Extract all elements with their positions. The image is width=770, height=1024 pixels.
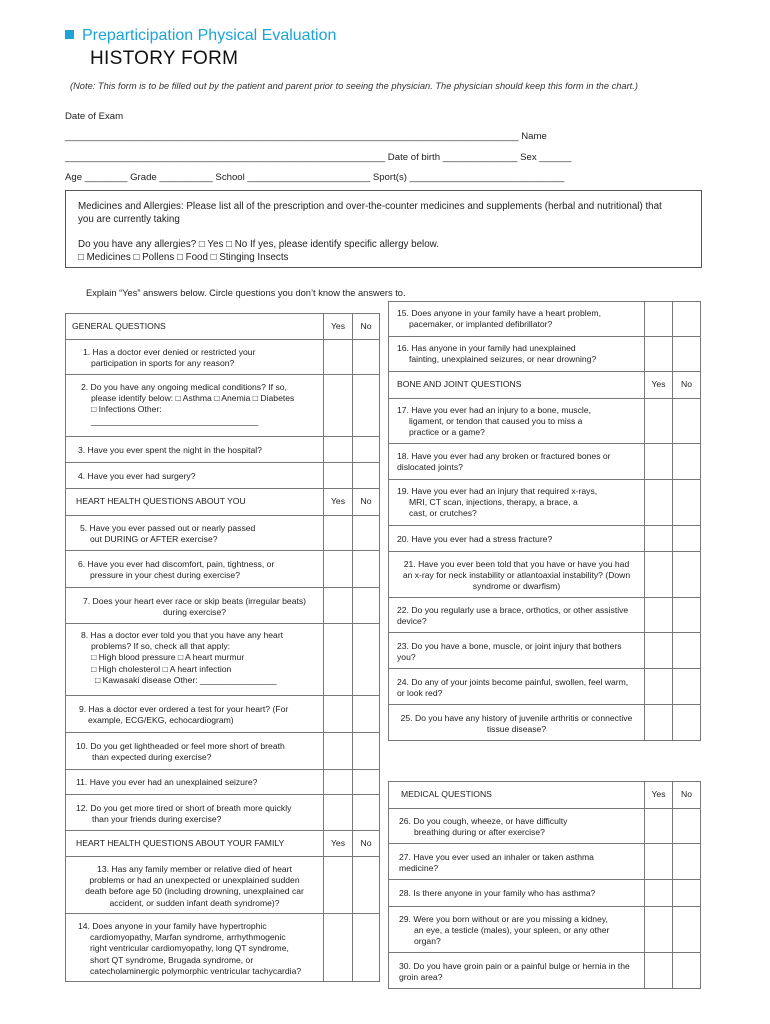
q15-yes-box[interactable]: [644, 301, 673, 337]
yes-column-header: Yes: [323, 488, 353, 516]
q14-no-box[interactable]: [352, 913, 380, 982]
q17-no-box[interactable]: [672, 398, 701, 444]
yes-column-header: Yes: [644, 371, 673, 399]
q17-yes-box[interactable]: [644, 398, 673, 444]
dob-sex-field[interactable]: ____________________________________________________________ Date of birth ______________ Sex ______: [65, 152, 572, 163]
q24-yes-box[interactable]: [644, 668, 673, 705]
q26-no-box[interactable]: [672, 808, 701, 844]
q6-yes-box[interactable]: [323, 550, 353, 588]
name-field[interactable]: _____________________________________________________________________________________ Name: [65, 131, 547, 142]
question-5: 5. Have you ever passed out or nearly passed out DURING or AFTER exercise?: [65, 515, 324, 551]
question-21: 21. Have you ever been told that you have or have you had an x-ray for neck instability or atlantoaxial instability? (Down syndrome or dwarfism): [388, 551, 645, 598]
q23-no-box[interactable]: [672, 632, 701, 669]
q3-yes-box[interactable]: [323, 436, 353, 463]
q21-no-box[interactable]: [672, 551, 701, 598]
q13-yes-box[interactable]: [323, 856, 353, 914]
question-20: 20. Have you ever had a stress fracture?: [388, 525, 645, 552]
q10-no-box[interactable]: [352, 732, 380, 770]
q2-no-box[interactable]: [352, 374, 380, 437]
question-24: 24. Do any of your joints become painful, swollen, feel warm, or look red?: [388, 668, 645, 705]
no-column-header: No: [352, 830, 380, 857]
q29-yes-box[interactable]: [644, 906, 673, 953]
q3-no-box[interactable]: [352, 436, 380, 463]
q22-no-box[interactable]: [672, 597, 701, 633]
form-subtitle: Preparticipation Physical Evaluation: [65, 27, 336, 45]
q8-yes-box[interactable]: [323, 623, 353, 696]
question-18: 18. Have you ever had any broken or fractured bones or dislocated joints?: [388, 443, 645, 480]
age-grade-school-sport-field[interactable]: Age ________ Grade __________ School _______________________ Sport(s) _____________________________: [65, 172, 565, 183]
question-25: 25. Do you have any history of juvenile arthritis or connective tissue disease?: [388, 704, 645, 741]
q12-yes-box[interactable]: [323, 794, 353, 831]
q8-no-box[interactable]: [352, 623, 380, 696]
no-column-header: No: [672, 371, 701, 399]
q5-no-box[interactable]: [352, 515, 380, 551]
q1-yes-box[interactable]: [323, 339, 353, 375]
date-of-exam-field[interactable]: Date of Exam: [65, 111, 124, 122]
bone-joint-header: BONE AND JOINT QUESTIONS: [388, 371, 645, 399]
allergies-question: Do you have any allergies? □ Yes □ No If yes, please identify specific allergy below.: [78, 239, 439, 250]
question-7: 7. Does your heart ever race or skip beats (irregular beats) during exercise?: [65, 587, 324, 624]
yes-column-header: Yes: [323, 313, 353, 340]
q11-yes-box[interactable]: [323, 769, 353, 795]
q7-yes-box[interactable]: [323, 587, 353, 624]
q2-yes-box[interactable]: [323, 374, 353, 437]
yes-column-header: Yes: [644, 781, 673, 809]
question-26: 26. Do you cough, wheeze, or have difficulty breathing during or after exercise?: [388, 808, 645, 844]
question-29: 29. Were you born without or are you missing a kidney, an eye, a testicle (males), your spleen, or any other organ?: [388, 906, 645, 953]
question-1: 1. Has a doctor ever denied or restricted your participation in sports for any reason?: [65, 339, 324, 375]
q30-no-box[interactable]: [672, 952, 701, 989]
q11-no-box[interactable]: [352, 769, 380, 795]
q21-yes-box[interactable]: [644, 551, 673, 598]
allergy-options: □ Medicines □ Pollens □ Food □ Stinging Insects: [78, 252, 289, 263]
question-8: 8. Has a doctor ever told you that you have any heart problems? If so, check all that apply: □ High blood pressure □ A heart murmur □ High cholesterol □ A heart infection □ Kawasaki disease Other: ________________: [65, 623, 324, 696]
q28-yes-box[interactable]: [644, 879, 673, 907]
q19-no-box[interactable]: [672, 479, 701, 526]
q20-yes-box[interactable]: [644, 525, 673, 552]
q14-yes-box[interactable]: [323, 913, 353, 982]
q19-yes-box[interactable]: [644, 479, 673, 526]
q25-yes-box[interactable]: [644, 704, 673, 741]
q27-no-box[interactable]: [672, 843, 701, 880]
q4-no-box[interactable]: [352, 462, 380, 489]
q6-no-box[interactable]: [352, 550, 380, 588]
q13-no-box[interactable]: [352, 856, 380, 914]
medicines-allergies-box[interactable]: [65, 190, 702, 268]
square-bullet-icon: [65, 30, 74, 39]
question-3: 3. Have you ever spent the night in the hospital?: [65, 436, 324, 463]
question-9: 9. Has a doctor ever ordered a test for your heart? (For example, ECG/EKG, echocardiogram): [65, 695, 324, 733]
no-column-header: No: [352, 313, 380, 340]
q29-no-box[interactable]: [672, 906, 701, 953]
question-4: 4. Have you ever had surgery?: [65, 462, 324, 489]
no-column-header: No: [672, 781, 701, 809]
explain-instruction: Explain “Yes” answers below. Circle questions you don’t know the answers to.: [86, 288, 406, 298]
medical-questions-header: MEDICAL QUESTIONS: [388, 781, 645, 809]
question-30: 30. Do you have groin pain or a painful bulge or hernia in the groin area?: [388, 952, 645, 989]
question-27: 27. Have you ever used an inhaler or taken asthma medicine?: [388, 843, 645, 880]
question-19: 19. Have you ever had an injury that required x-rays, MRI, CT scan, injections, therapy, a brace, a cast, or crutches?: [388, 479, 645, 526]
question-15: 15. Does anyone in your family have a heart problem, pacemaker, or implanted defibrillator?: [388, 301, 645, 337]
question-16: 16. Has anyone in your family had unexplained fainting, unexplained seizures, or near drowning?: [388, 336, 645, 372]
q24-no-box[interactable]: [672, 668, 701, 705]
question-2: 2. Do you have any ongoing medical conditions? If so, please identify below: □ Asthma □ Anemia □ Diabetes □ Infections Other: ___________________________________: [65, 374, 324, 437]
question-17: 17. Have you ever had an injury to a bone, muscle, ligament, or tendon that caused you to miss a practice or a game?: [388, 398, 645, 444]
q15-no-box[interactable]: [672, 301, 701, 337]
q9-no-box[interactable]: [352, 695, 380, 733]
q26-yes-box[interactable]: [644, 808, 673, 844]
question-28: 28. Is there anyone in your family who has asthma?: [388, 879, 645, 907]
q12-no-box[interactable]: [352, 794, 380, 831]
q16-yes-box[interactable]: [644, 336, 673, 372]
question-12: 12. Do you get more tired or short of breath more quickly than your friends during exercise?: [65, 794, 324, 831]
q9-yes-box[interactable]: [323, 695, 353, 733]
medicines-text: Medicines and Allergies: Please list all of the prescription and over-the-counter medicines and supplements (herbal and nutritional) that: [78, 201, 662, 212]
q18-no-box[interactable]: [672, 443, 701, 480]
q25-no-box[interactable]: [672, 704, 701, 741]
q30-yes-box[interactable]: [644, 952, 673, 989]
question-10: 10. Do you get lightheaded or feel more short of breath than expected during exercise?: [65, 732, 324, 770]
question-13: 13. Has any family member or relative died of heart problems or had an unexpected or unexplained sudden death before age 50 (including drowning, unexplained car accident, or sudden infant death syndrome)?: [65, 856, 324, 914]
question-23: 23. Do you have a bone, muscle, or joint injury that bothers you?: [388, 632, 645, 669]
question-22: 22. Do you regularly use a brace, orthotics, or other assistive device?: [388, 597, 645, 633]
family-heart-health-header: HEART HEALTH QUESTIONS ABOUT YOUR FAMILY: [65, 830, 324, 857]
form-note: (Note: This form is to be filled out by the patient and parent prior to seeing the physician. The physician should keep this form in the chart.): [70, 81, 638, 91]
q28-no-box[interactable]: [672, 879, 701, 907]
q4-yes-box[interactable]: [323, 462, 353, 489]
q1-no-box[interactable]: [352, 339, 380, 375]
medicines-text: you are currently taking: [78, 214, 180, 225]
q22-yes-box[interactable]: [644, 597, 673, 633]
general-questions-header: GENERAL QUESTIONS: [65, 313, 324, 340]
heart-health-header: HEART HEALTH QUESTIONS ABOUT YOU: [65, 488, 324, 516]
q7-no-box[interactable]: [352, 587, 380, 624]
question-6: 6. Have you ever had discomfort, pain, tightness, or pressure in your chest during exercise?: [65, 550, 324, 588]
q5-yes-box[interactable]: [323, 515, 353, 551]
question-11: 11. Have you ever had an unexplained seizure?: [65, 769, 324, 795]
q27-yes-box[interactable]: [644, 843, 673, 880]
q10-yes-box[interactable]: [323, 732, 353, 770]
page-title: HISTORY FORM: [90, 48, 239, 69]
yes-column-header: Yes: [323, 830, 353, 857]
no-column-header: No: [352, 488, 380, 516]
question-14: 14. Does anyone in your family have hypertrophic cardiomyopathy, Marfan syndrome, arrhythmogenic right ventricular cardiomyopathy, long QT syndrome, short QT syndrome, Brugada syndrome, or catecholaminergic polymorphic ventricular tachycardia?: [65, 913, 324, 982]
q16-no-box[interactable]: [672, 336, 701, 372]
q23-yes-box[interactable]: [644, 632, 673, 669]
q18-yes-box[interactable]: [644, 443, 673, 480]
q20-no-box[interactable]: [672, 525, 701, 552]
